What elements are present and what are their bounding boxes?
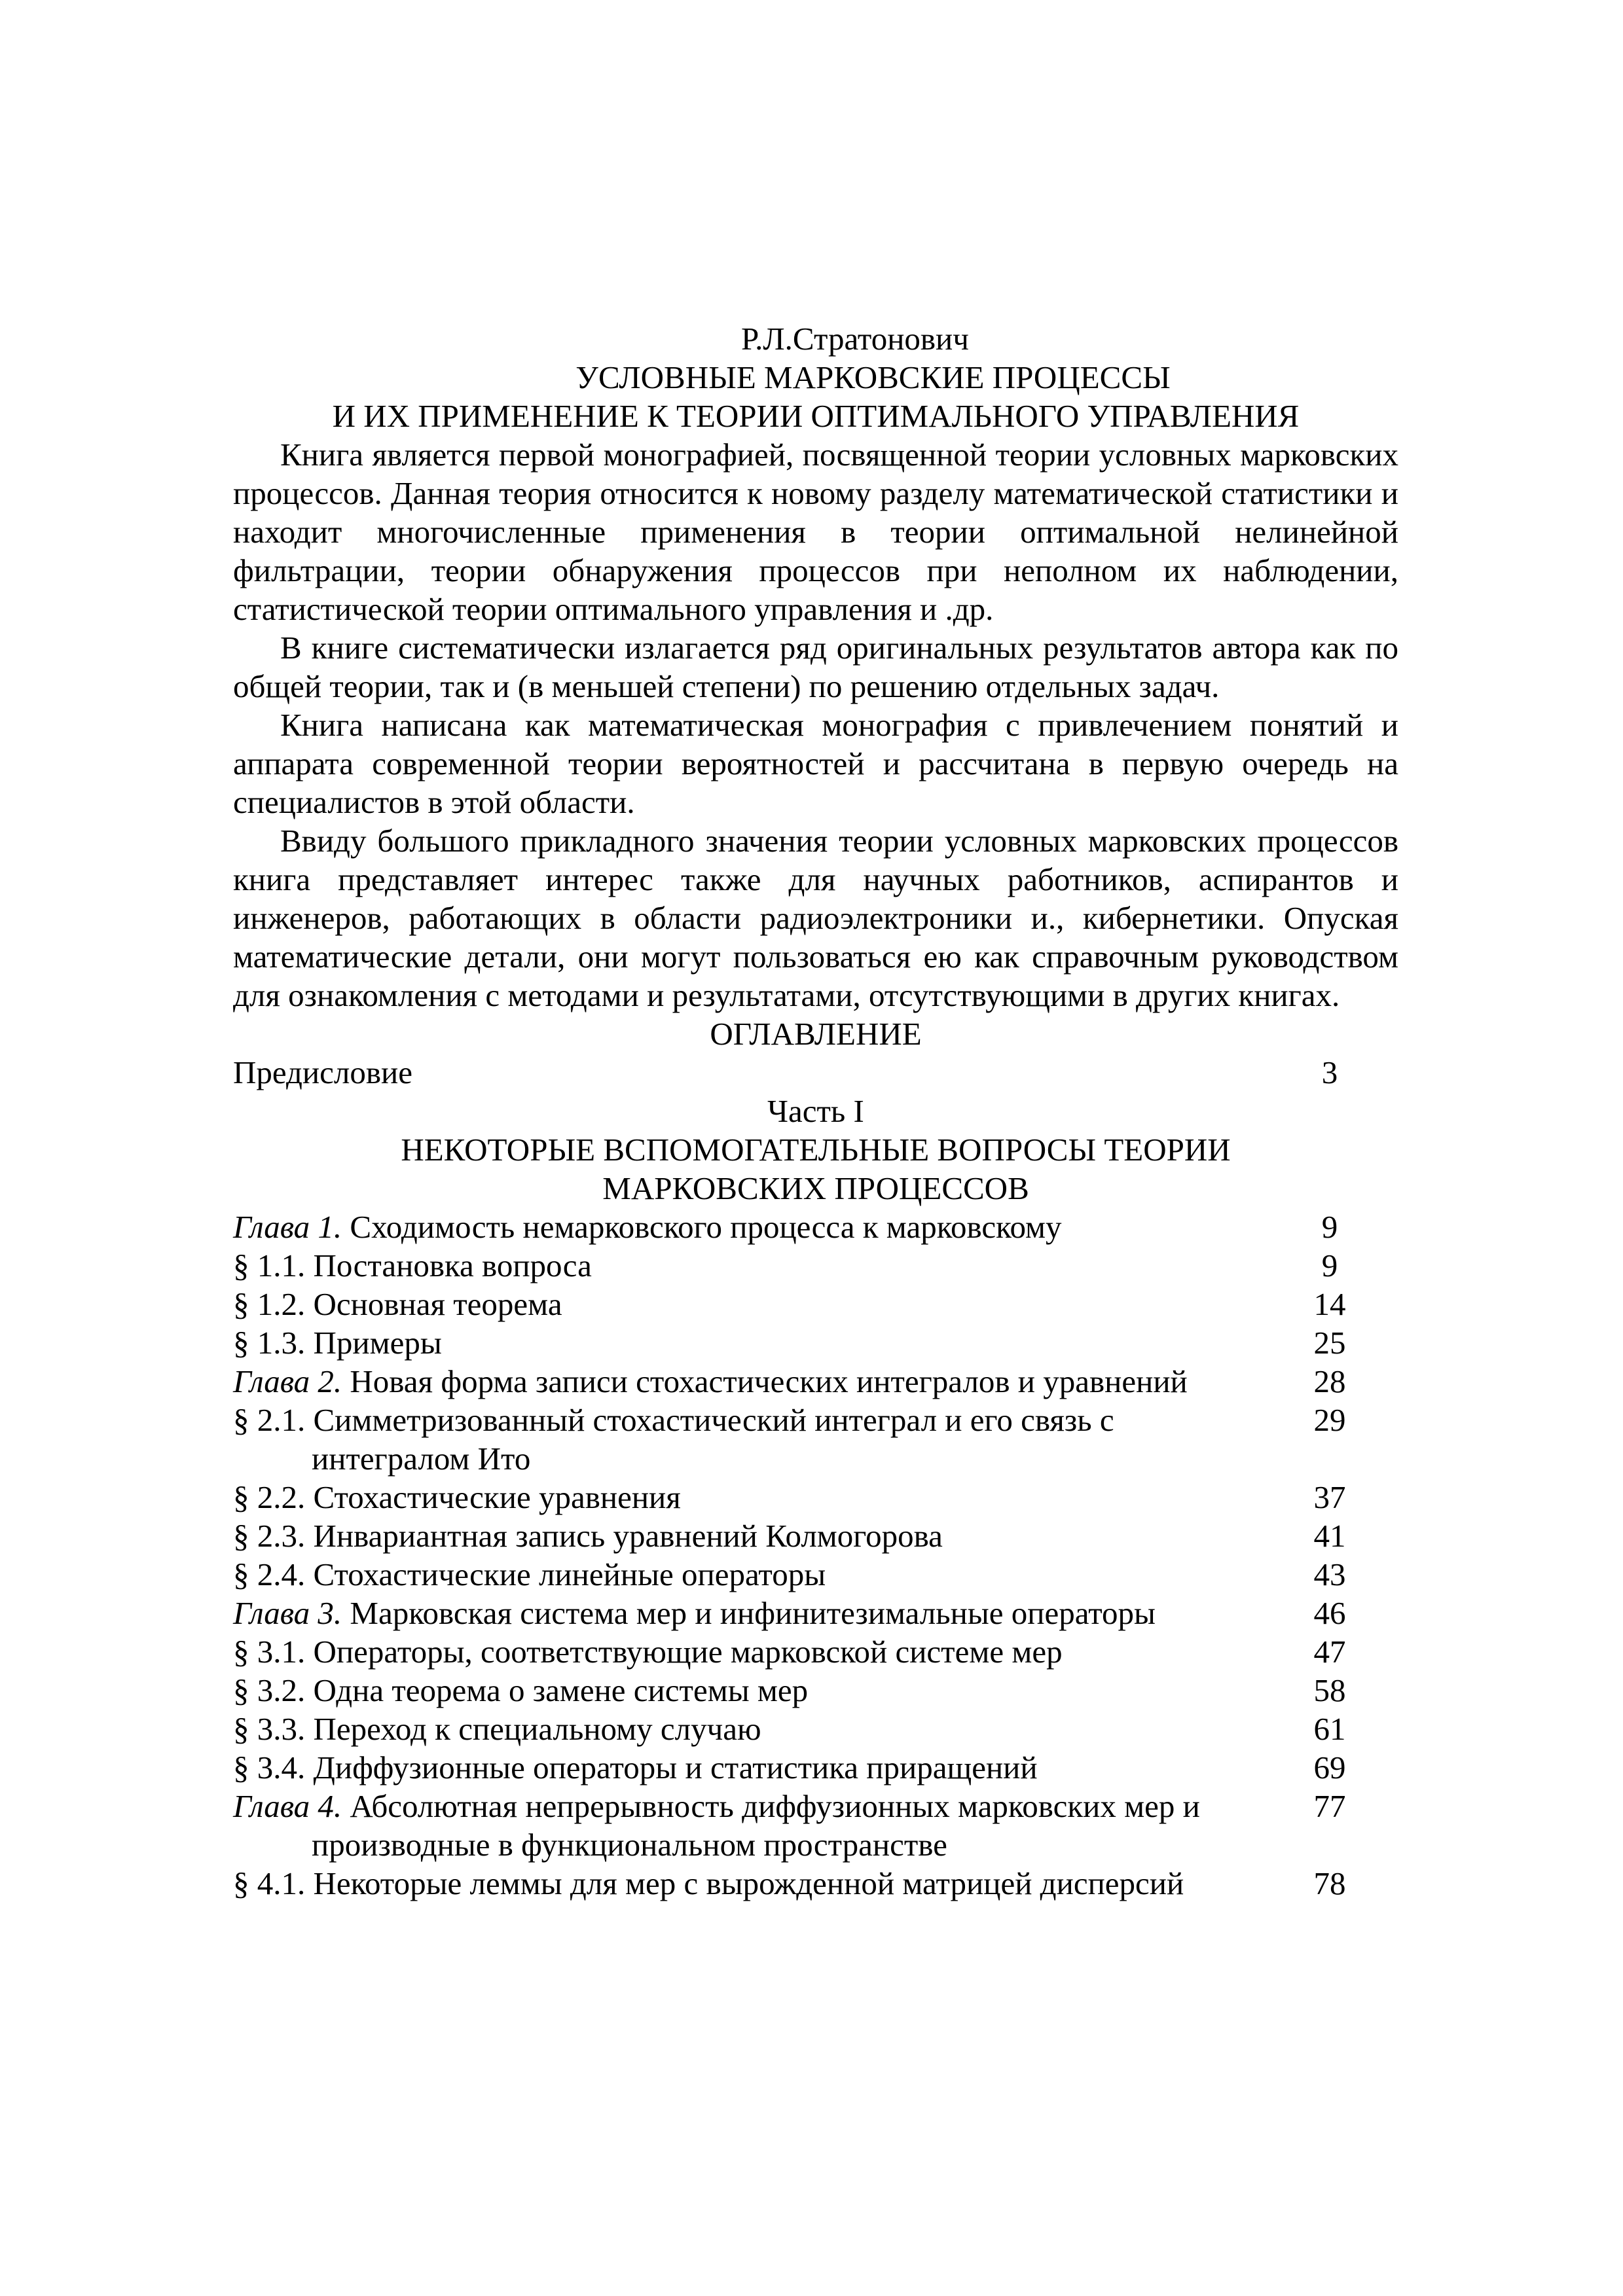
toc-chapter-label: Глава 4. xyxy=(233,1788,342,1824)
toc-entry xyxy=(233,1208,1398,1246)
toc-part-label: Часть I xyxy=(767,1093,864,1129)
toc-part-title-line-1: НЕКОТОРЫЕ ВСПОМОГАТЕЛЬНЫЕ ВОПРОСЫ ТЕОРИИ xyxy=(401,1132,1231,1168)
toc-entry-text: Абсолютная непрерывность диффузионных марковских мер и xyxy=(342,1788,1200,1824)
toc-entry-page: 46 xyxy=(1313,1595,1346,1631)
toc-entry-title xyxy=(233,1208,1300,1246)
toc-entry-text: Марковская система мер и инфинитезимальные операторы xyxy=(342,1595,1156,1631)
toc-entry xyxy=(233,1362,1398,1401)
toc-entry-title xyxy=(233,1787,1300,1864)
toc-entry-text: § 1.1. Постановка вопроса xyxy=(233,1247,592,1283)
toc-entry-page: 69 xyxy=(1313,1749,1346,1785)
toc-entry xyxy=(233,1401,1398,1478)
toc-entry-title xyxy=(233,1632,1300,1671)
toc-entry-title xyxy=(233,1748,1300,1787)
toc-entry-text: § 2.3. Инвариантная запись уравнений Колмогорова xyxy=(233,1518,943,1554)
toc-entry-title xyxy=(233,1555,1300,1594)
toc-chapter-label: Глава 3. xyxy=(233,1595,342,1631)
toc-entry-text: § 2.4. Стохастические линейные операторы xyxy=(233,1556,826,1592)
toc-entry-page: 29 xyxy=(1313,1402,1346,1438)
toc-entry xyxy=(233,1555,1398,1594)
toc-entry xyxy=(233,1323,1398,1362)
toc-entry-page: 43 xyxy=(1313,1556,1346,1592)
toc-entry-title xyxy=(233,1323,1300,1362)
annotation-paragraph-3: Книга написана как математическая монография с привлечением понятий и аппарата современной теории вероятностей и рассчитана в первую очередь на специалистов в этой области. xyxy=(233,707,1398,820)
toc-entry-page: 78 xyxy=(1313,1865,1346,1901)
annotation-paragraph-2: В книге систематически излагается ряд оригинальных результатов автора как по общей теории, так и (в меньшей степени) по решению отдельных задач. xyxy=(233,630,1398,704)
toc-entry-title xyxy=(233,1671,1300,1710)
annotation-paragraph-4: Ввиду большого прикладного значения теории условных марковских процессов книга представляет интерес также для научных работников, аспирантов и инженеров, работающих в области радиоэлектроники и., кибернетики. Опуская математические детали, они могут пользоваться ею как справочным руководством для ознакомления с методами и результатами, отсутствующими в других книгах. xyxy=(233,823,1398,1013)
toc-chapter-label: Глава 1. xyxy=(233,1209,342,1245)
toc-preface-page: 3 xyxy=(1321,1054,1338,1090)
toc-entry-text: Новая форма записи стохастических интегралов и уравнений xyxy=(342,1363,1188,1399)
toc-entry-page: 61 xyxy=(1313,1711,1346,1747)
toc-entry-text: Сходимость немарковского процесса к марковскому xyxy=(342,1209,1062,1245)
book-title-line-1: УСЛОВНЫЕ МАРКОВСКИЕ ПРОЦЕССЫ xyxy=(575,359,1171,395)
toc-entries xyxy=(233,1208,1398,1903)
document-body xyxy=(233,319,1398,1903)
toc-preface xyxy=(233,1053,1398,1092)
toc-entry-page: 47 xyxy=(1313,1634,1346,1670)
toc-entry-text: § 4.1. Некоторые леммы для мер с вырожденной матрицей дисперсий xyxy=(233,1865,1184,1901)
toc-entry-text: § 3.3. Переход к специальному случаю xyxy=(233,1711,761,1747)
toc-entry xyxy=(233,1748,1398,1787)
annotation xyxy=(233,435,1398,1014)
author-name: Р.Л.Стратонович xyxy=(741,321,969,357)
toc-entry xyxy=(233,1478,1398,1516)
toc-entry-continuation: производные в функциональном пространстве xyxy=(312,1827,947,1863)
toc-entry xyxy=(233,1671,1398,1710)
toc-entry-page: 9 xyxy=(1321,1209,1338,1245)
toc-entry xyxy=(233,1594,1398,1632)
toc-entry-page: 9 xyxy=(1321,1247,1338,1283)
toc-heading: ОГЛАВЛЕНИЕ xyxy=(710,1016,922,1052)
toc-entry-title xyxy=(233,1516,1300,1555)
toc-entry xyxy=(233,1632,1398,1671)
toc-preface-text: Предисловие xyxy=(233,1054,412,1090)
toc-entry xyxy=(233,1787,1398,1864)
toc-entry-page: 77 xyxy=(1313,1788,1346,1824)
book-title-line-2: И ИХ ПРИМЕНЕНИЕ К ТЕОРИИ ОПТИМАЛЬНОГО УПРАВЛЕНИЯ xyxy=(332,398,1300,434)
toc-entry-text: § 3.1. Операторы, соответствующие марковской системе мер xyxy=(233,1634,1063,1670)
toc-chapter-label: Глава 2. xyxy=(233,1363,342,1399)
toc-entry-text: § 1.3. Примеры xyxy=(233,1325,442,1361)
toc-entry-title xyxy=(233,1864,1300,1903)
toc-entry xyxy=(233,1285,1398,1323)
toc-entry-title xyxy=(233,1401,1300,1478)
toc-entry-continuation: интегралом Ито xyxy=(312,1441,531,1477)
toc-entry xyxy=(233,1516,1398,1555)
toc-entry-title xyxy=(233,1478,1300,1516)
toc-entry-title xyxy=(233,1594,1300,1632)
toc-entry-page: 41 xyxy=(1313,1518,1346,1554)
toc-entry-text: § 2.2. Стохастические уравнения xyxy=(233,1479,681,1515)
toc-entry xyxy=(233,1710,1398,1748)
toc-entry-title xyxy=(233,1246,1300,1285)
toc-entry-page: 25 xyxy=(1313,1325,1346,1361)
toc-entry-text: § 3.4. Диффузионные операторы и статистика приращений xyxy=(233,1749,1038,1785)
toc-entry-text: § 2.1. Симметризованный стохастический интеграл и его связь с xyxy=(233,1402,1114,1438)
toc-entry-title xyxy=(233,1710,1300,1748)
annotation-paragraph-1: Книга является первой монографией, посвященной теории условных марковских процессов. Данная теория относится к новому разделу математической статистики и находит многочисленные применения в теории оптимальной нелинейной фильтрации, теории обнаружения процессов при неполном их наблюдении, статистической теории оптимального управления и .др. xyxy=(233,437,1398,627)
toc-entry-page: 28 xyxy=(1313,1363,1346,1399)
toc-entry-page: 14 xyxy=(1313,1286,1346,1322)
toc-entry xyxy=(233,1246,1398,1285)
toc-entry-page: 37 xyxy=(1313,1479,1346,1515)
toc-entry-text: § 3.2. Одна теорема о замене системы мер xyxy=(233,1672,809,1708)
toc-part-title-line-2: МАРКОВСКИХ ПРОЦЕССОВ xyxy=(602,1170,1029,1206)
toc-entry-title xyxy=(233,1285,1300,1323)
toc-entry xyxy=(233,1864,1398,1903)
toc-entry-page: 58 xyxy=(1313,1672,1346,1708)
toc-entry-title xyxy=(233,1362,1300,1401)
toc-entry-text: § 1.2. Основная теорема xyxy=(233,1286,562,1322)
